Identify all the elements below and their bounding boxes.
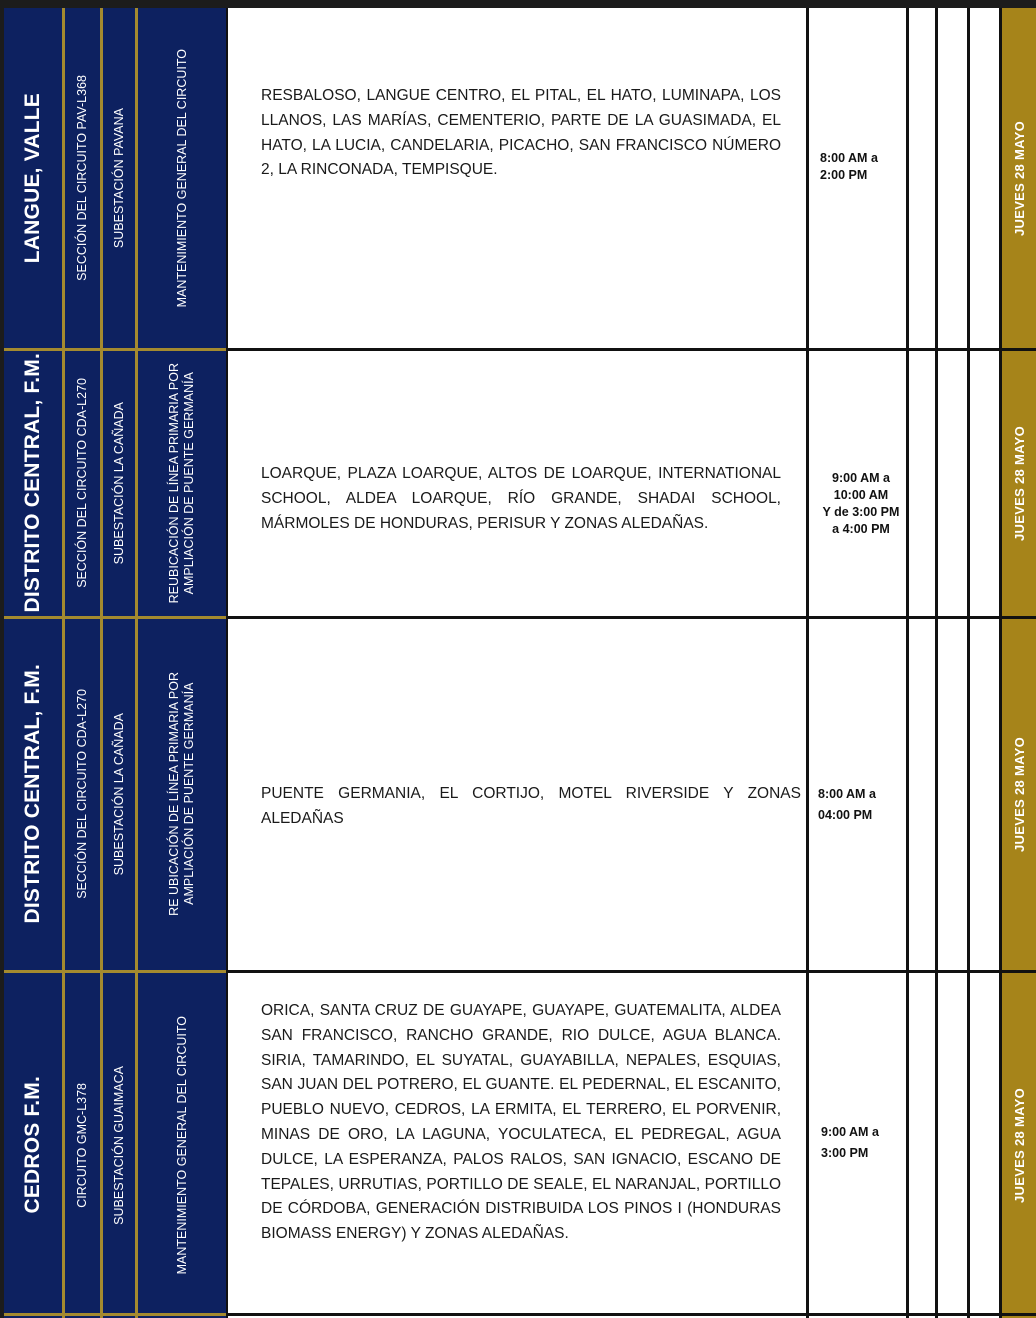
row-divider <box>4 348 226 351</box>
affected-areas-text: ORICA, SANTA CRUZ DE GUAYAPE, GUAYAPE, GUATEMALITA, ALDEA SAN FRANCISCO, RANCHO GRANDE, RIO DULCE, AGUA BLANCA. SIRIA, TAMARINDO, EL SUYATAL, GUAYABILLA, NEPALES, ESQUIAS, SAN JUAN DEL POTRERO, EL GUANTE. EL PEDERNAL, EL ESCANITO, PUEBLO NUEVO, CEDROS, LA ERMITA, EL TERRERO, EL PORVENIR, MINAS DE ORO, LA LAGUNA, YOCULATECA, EL PEDREGAL, AGUA DULCE, LA ESPERANZA, PALOS RALOS, SAN IGNACIO, ESCANO DE TEPALES, URRUTIAS, PORTILLO DE SEALE, EL NARANJAL, PORTILLO DE CÓRDOBA, GENERACIÓN DISTRIBUIDA LOS PINOS I (HONDURAS BIOMASS ENERGY) Y ZONAS ALEDAÑAS. <box>261 1002 781 1243</box>
work-label: REUBICACIÓN DE LÍNEA PRIMARIA POR AMPLIACIÓN DE PUENTE GERMANÍA <box>167 362 196 604</box>
substation-label: SUBESTACIÓN GUAIMACA <box>111 1065 126 1225</box>
column-divider <box>100 350 103 616</box>
column-divider <box>935 8 938 1318</box>
table-row <box>4 350 1036 616</box>
schedule-time: 8:00 AM a 04:00 PM <box>818 787 876 822</box>
row-divider <box>4 1313 226 1316</box>
column-divider <box>135 8 138 348</box>
affected-areas-text: PUENTE GERMANIA, EL CORTIJO, MOTEL RIVERSIDE Y ZONAS ALEDAÑAS <box>261 785 801 827</box>
substation-cell <box>103 350 135 616</box>
column-divider <box>62 618 65 970</box>
table-row <box>4 8 1036 348</box>
work-cell <box>138 8 226 348</box>
date-label: JUEVES 28 MAYO <box>1011 736 1027 852</box>
date-label: JUEVES 28 MAYO <box>1011 425 1027 541</box>
column-divider <box>135 350 138 616</box>
column-divider <box>100 8 103 348</box>
substation-label: SUBESTACIÓN LA CAÑADA <box>111 401 126 565</box>
circuit-label: SECCIÓN DEL CIRCUITO PAV-L368 <box>75 75 89 281</box>
column-divider <box>999 8 1002 1318</box>
outage-schedule-table <box>4 8 1036 1318</box>
row-divider <box>226 1313 1036 1316</box>
substation-cell <box>103 8 135 348</box>
substation-label: SUBESTACIÓN LA CAÑADA <box>111 712 126 876</box>
column-divider <box>906 8 909 1318</box>
date-label: JUEVES 28 MAYO <box>1011 120 1027 236</box>
column-divider <box>62 350 65 616</box>
column-divider <box>135 618 138 970</box>
circuit-cell <box>65 8 100 348</box>
circuit-cell <box>65 618 100 970</box>
date-cell <box>1002 350 1036 616</box>
circuit-cell <box>65 350 100 616</box>
circuit-label: SECCIÓN DEL CIRCUITO CDA-L270 <box>75 378 89 588</box>
circuit-label: SECCIÓN DEL CIRCUITO CDA-L270 <box>75 689 89 899</box>
location-cell <box>4 350 62 616</box>
location-label: DISTRITO CENTRAL, F.M. <box>21 353 44 613</box>
circuit-cell <box>65 972 100 1318</box>
table-row <box>4 972 1036 1318</box>
column-divider <box>62 8 65 348</box>
work-cell <box>138 618 226 970</box>
location-label: LANGUE, VALLE <box>21 92 44 264</box>
work-cell <box>138 972 226 1318</box>
schedule-time: 9:00 AM a 3:00 PM <box>821 1125 879 1160</box>
column-divider <box>100 972 103 1318</box>
substation-label: SUBESTACIÓN PAVANA <box>111 107 126 249</box>
circuit-label: CIRCUITO GMC-L378 <box>75 1082 89 1208</box>
date-label: JUEVES 28 MAYO <box>1011 1087 1027 1203</box>
location-cell <box>4 972 62 1318</box>
row-divider <box>226 348 1036 351</box>
location-cell <box>4 8 62 348</box>
affected-areas-text: LOARQUE, PLAZA LOARQUE, ALTOS DE LOARQUE, INTERNATIONAL SCHOOL, ALDEA LOARQUE, RÍO GRANDE, SHADAI SCHOOL, MÁRMOLES DE HONDURAS, PERISUR Y ZONAS ALEDAÑAS. <box>261 465 781 532</box>
column-divider <box>100 618 103 970</box>
substation-cell <box>103 618 135 970</box>
date-cell <box>1002 972 1036 1318</box>
schedule-time: 9:00 AM a 10:00 AM Y de 3:00 PM a 4:00 PM <box>822 471 900 536</box>
work-cell <box>138 350 226 616</box>
row-divider <box>4 970 226 973</box>
row-divider <box>226 616 1036 619</box>
location-label: DISTRITO CENTRAL, F.M. <box>21 664 44 924</box>
location-cell <box>4 618 62 970</box>
row-divider <box>4 616 226 619</box>
schedule-time: 8:00 AM a 2:00 PM <box>820 151 878 182</box>
column-divider <box>806 8 809 1318</box>
column-divider <box>135 972 138 1318</box>
column-divider <box>967 8 970 1318</box>
column-divider <box>226 8 228 1318</box>
date-cell <box>1002 618 1036 970</box>
affected-areas-text: RESBALOSO, LANGUE CENTRO, EL PITAL, EL HATO, LUMINAPA, LOS LLANOS, LAS MARÍAS, CEMENTERIO, PARTE DE LA GUASIMADA, EL HATO, LA LUCIA, CANDELARIA, PICACHO, SAN FRANCISCO NÚMERO 2, LA RINCONADA, TEMPISQUE. <box>261 87 781 179</box>
table-row <box>4 618 1036 970</box>
work-label: MANTENIMIENTO GENERAL DEL CIRCUITO <box>174 1015 189 1275</box>
work-label: MANTENIMIENTO GENERAL DEL CIRCUITO <box>174 48 189 308</box>
row-divider <box>226 970 1036 973</box>
work-label: RE UBICACIÓN DE LÍNEA PRIMARIA POR AMPLIACIÓN DE PUENTE GERMANÍA <box>167 672 196 916</box>
date-cell <box>1002 8 1036 348</box>
substation-cell <box>103 972 135 1318</box>
location-label: CEDROS F.M. <box>21 1076 44 1214</box>
column-divider <box>62 972 65 1318</box>
